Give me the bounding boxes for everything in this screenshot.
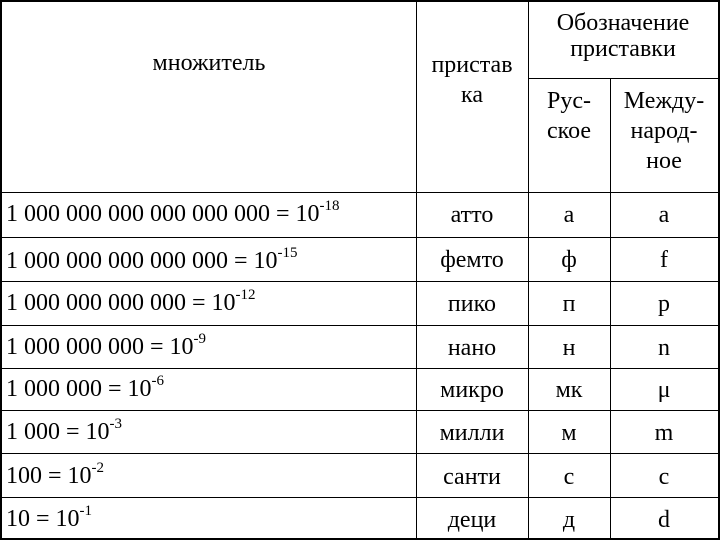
multiplier-value: 1 000 000 000 000 000 000 = 10 <box>6 201 320 227</box>
multiplier-exponent: -3 <box>109 416 123 432</box>
international-symbol-cell: a <box>658 202 670 228</box>
multiplier-value: 10 = 10 <box>6 506 80 532</box>
multiplier-exponent: -15 <box>277 245 298 261</box>
international-symbol-cell: c <box>658 464 670 490</box>
russian-symbol-cell: а <box>563 202 575 228</box>
header-bottom-line <box>0 192 720 193</box>
russian-symbol-cell: с <box>563 464 575 490</box>
prefix-cell: атто <box>450 202 494 228</box>
multiplier-exponent: -9 <box>193 331 207 347</box>
header-international <box>610 86 718 176</box>
prefix-cell: милли <box>439 420 505 446</box>
prefix-cell: нано <box>447 335 497 361</box>
header-designation <box>528 8 718 64</box>
row-divider-4 <box>0 368 720 369</box>
multiplier-exponent: -6 <box>151 373 165 389</box>
multiplier-value: 1 000 000 000 000 = 10 <box>6 290 236 316</box>
multiplier-value: 1 000 000 000 = 10 <box>6 334 194 360</box>
header-multiplier: множитель <box>152 50 266 76</box>
header-prefix-line1: пристав <box>431 52 513 78</box>
prefix-cell: деци <box>447 507 497 533</box>
international-symbol-cell: f <box>660 247 668 273</box>
header-international-line2: народ- <box>630 118 698 144</box>
row-divider-1 <box>0 237 720 238</box>
russian-symbol-cell: мк <box>555 377 583 403</box>
multiplier-value: 1 000 000 000 000 000 = 10 <box>6 248 278 274</box>
prefix-cell: санти <box>443 464 501 490</box>
international-symbol-cell: μ <box>657 377 671 403</box>
row-divider-2 <box>0 281 720 282</box>
russian-symbol-cell: м <box>561 420 577 446</box>
row-divider-6 <box>0 453 720 454</box>
multiplier-value: 1 000 = 10 <box>6 419 110 445</box>
header-russian-line2: ское <box>546 118 592 144</box>
international-symbol-cell: p <box>658 291 670 317</box>
prefix-cell: пико <box>447 291 497 317</box>
russian-symbol-cell: п <box>562 291 576 317</box>
multiplier-exponent: -2 <box>91 460 105 476</box>
multiplier-exponent: -18 <box>319 198 340 214</box>
international-symbol-cell: d <box>658 507 670 533</box>
row-divider-3 <box>0 325 720 326</box>
russian-symbol-cell: ф <box>561 247 577 273</box>
row-divider-7 <box>0 497 720 498</box>
russian-symbol-cell: н <box>562 335 576 361</box>
multiplier-cell <box>6 245 298 274</box>
multiplier-cell <box>6 331 207 360</box>
multiplier-cell <box>6 503 93 532</box>
header-designation-line2: приставки <box>570 36 676 62</box>
header-designation-line1: Обозначение <box>556 10 690 36</box>
table-border-left <box>0 0 2 540</box>
header-international-line3: ное <box>646 148 682 174</box>
international-symbol-cell: n <box>658 335 670 361</box>
multiplier-value: 100 = 10 <box>6 463 92 489</box>
table-border-top <box>0 0 720 2</box>
multiplier-cell <box>6 198 340 227</box>
multiplier-exponent: -12 <box>235 287 256 303</box>
header-prefix-line2: ка <box>461 82 483 108</box>
international-symbol-cell: m <box>654 420 674 446</box>
multiplier-cell <box>6 373 165 402</box>
header-subdivider <box>528 78 720 79</box>
header-prefix <box>416 50 528 110</box>
header-russian <box>528 86 610 146</box>
row-divider-5 <box>0 410 720 411</box>
header-russian-line1: Рус- <box>547 88 591 114</box>
header-international-line1: Между- <box>623 88 705 114</box>
multiplier-cell <box>6 460 105 489</box>
multiplier-exponent: -1 <box>79 503 93 519</box>
multiplier-cell <box>6 287 256 316</box>
prefix-cell: микро <box>440 377 504 403</box>
prefix-cell: фемто <box>440 247 504 273</box>
multiplier-value: 1 000 000 = 10 <box>6 376 152 402</box>
multiplier-cell <box>6 416 123 445</box>
russian-symbol-cell: д <box>562 507 576 533</box>
